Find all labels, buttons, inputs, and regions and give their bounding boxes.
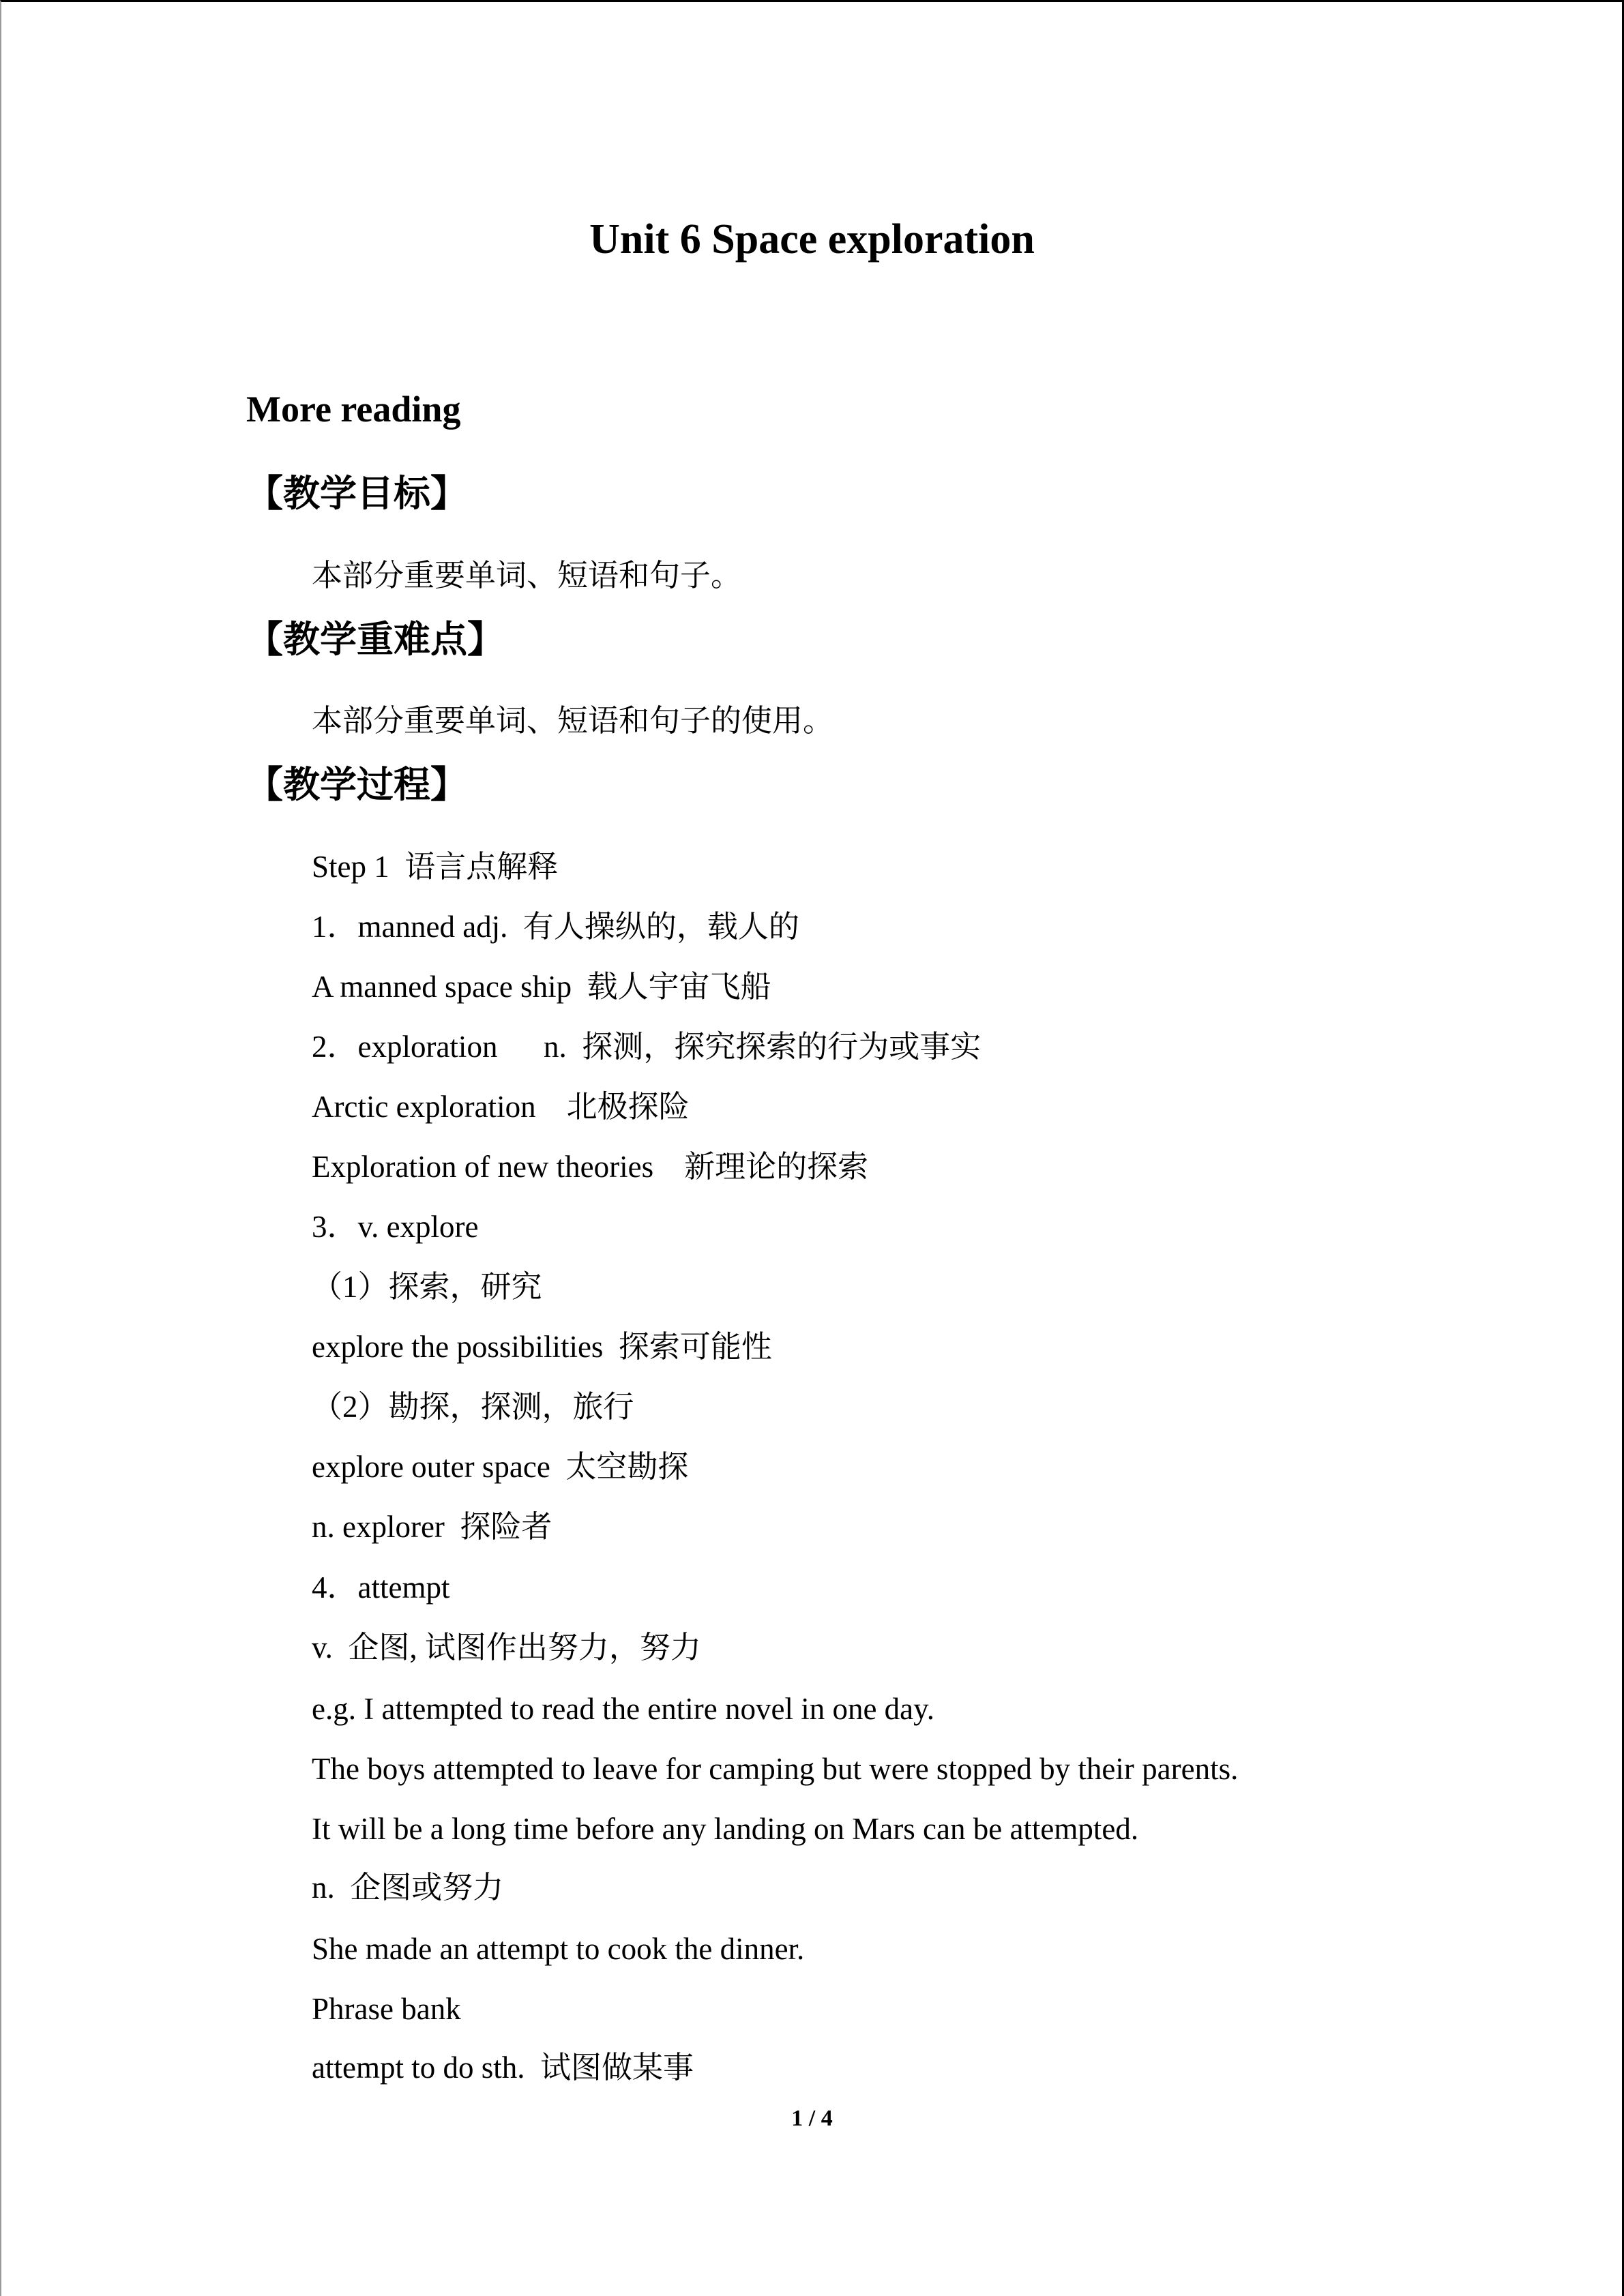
process-line: A manned space ship 载人宇宙飞船 [312,970,771,1004]
page-number: 1 / 4 [791,2106,833,2131]
process-line: （1）探索，研究 [312,1270,542,1304]
process-line: She made an attempt to cook the dinner. [312,1932,805,1966]
process-line: n. 企图或努力 [312,1870,504,1905]
process-line: 3．v. explore [312,1210,479,1244]
process-line: It will be a long time before any landing on Mars can be attempted. [312,1812,1139,1846]
heading-key-difficult-points: 【教学重难点】 [246,619,504,660]
key-points-text: 本部分重要单词、短语和句子的使用。 [312,704,834,738]
process-line: explore outer space 太空勘探 [312,1450,689,1484]
objectives-text: 本部分重要单词、短语和句子。 [312,558,742,593]
process-line: e.g. I attempted to read the entire novel in one day. [312,1692,934,1726]
heading-teaching-process: 【教学过程】 [246,764,467,805]
process-line: Exploration of new theories 新理论的探索 [312,1150,869,1184]
process-line: attempt to do sth. 试图做某事 [312,2051,694,2085]
process-line: n. explorer 探险者 [312,1510,552,1544]
process-line: （2）勘探，探测，旅行 [312,1390,634,1424]
process-line: Phrase bank [312,1992,461,2026]
heading-teaching-objectives: 【教学目标】 [246,473,467,514]
process-line: Arctic exploration 北极探险 [312,1090,690,1124]
process-line: 4．attempt [312,1570,450,1605]
process-line: explore the possibilities 探索可能性 [312,1330,772,1364]
process-line: v. 企图, 试图作出努力，努力 [312,1630,701,1665]
document-title: Unit 6 Space exploration [589,216,1035,263]
process-line: 1．manned adj. 有人操纵的，载人的 [312,910,799,944]
process-line: The boys attempted to leave for camping but were stopped by their parents. [312,1752,1239,1786]
section-subtitle: More reading [246,389,461,430]
process-line: 2．exploration n. 探测，探究探索的行为或事实 [312,1030,981,1064]
process-line: Step 1 语言点解释 [312,850,559,884]
